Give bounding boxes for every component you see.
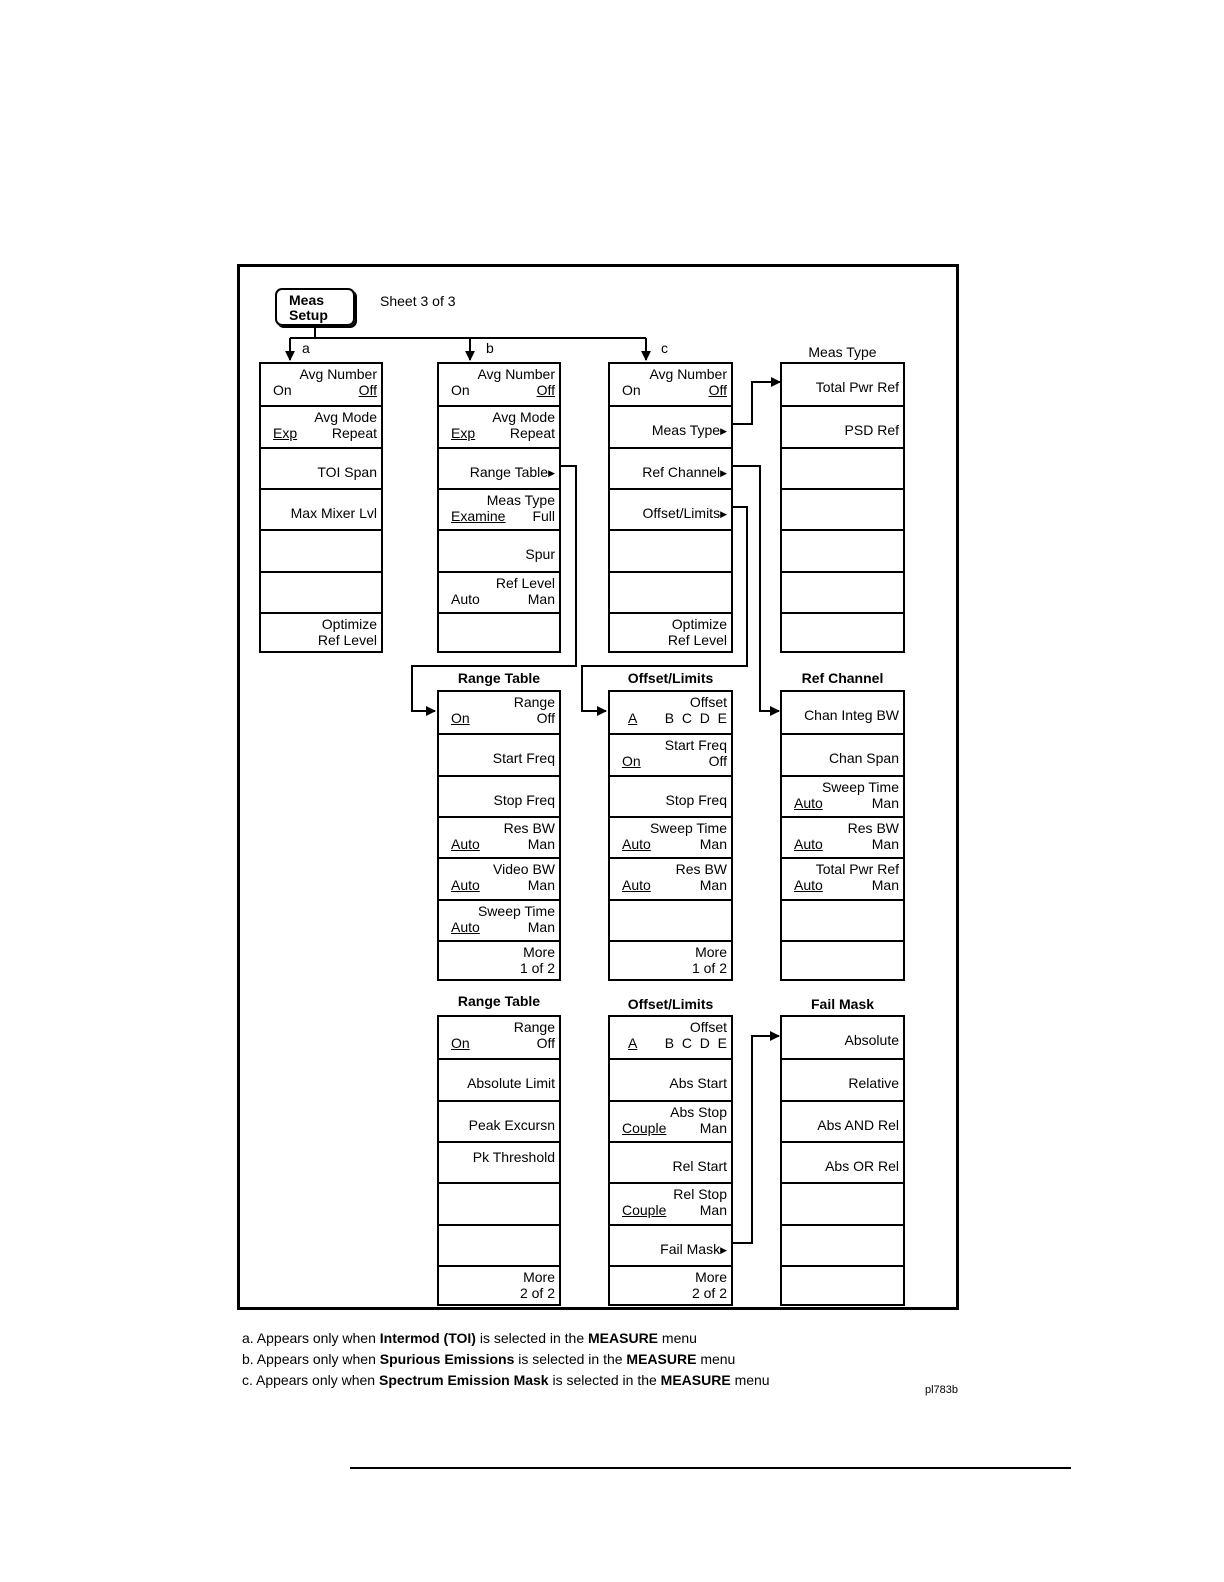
softkey[interactable] xyxy=(782,857,903,898)
branch-label-a: a xyxy=(302,340,310,356)
softkey-label: More xyxy=(523,943,555,960)
softkey-option-right: Man xyxy=(871,877,899,894)
softkey[interactable] xyxy=(610,488,731,529)
footnotes xyxy=(242,1328,770,1391)
softkey xyxy=(610,899,731,940)
footer-rule xyxy=(350,1467,1071,1469)
softkey xyxy=(782,488,903,529)
softkey-option-right: Man xyxy=(699,877,727,894)
softkey[interactable] xyxy=(261,405,381,446)
softkey-label: Range Table xyxy=(469,463,549,480)
softkey-label: TOI Span xyxy=(317,463,377,480)
softkey-option-left: Auto xyxy=(451,877,480,894)
softkey-label: 1 of 2 xyxy=(519,959,555,976)
softkey[interactable] xyxy=(610,1100,731,1141)
softkey[interactable] xyxy=(439,1100,559,1141)
wire-ref-channel xyxy=(733,466,779,711)
softkey xyxy=(782,1265,903,1306)
softkey[interactable] xyxy=(439,733,559,774)
softkey-option-left: Exp xyxy=(451,425,476,442)
softkey xyxy=(610,571,731,612)
softkey-label: Start Freq xyxy=(664,737,727,754)
softkey[interactable] xyxy=(782,1017,903,1058)
range-table-2-title: Range Table xyxy=(457,993,541,1009)
softkey-label: Meas Type xyxy=(486,491,555,508)
softkey xyxy=(782,1224,903,1265)
softkey-label: Total Pwr Ref xyxy=(815,861,899,878)
softkey-label: Stop Freq xyxy=(493,791,555,808)
softkey[interactable] xyxy=(610,857,731,898)
softkey-label: Max Mixer Lvl xyxy=(290,504,377,521)
softkey-label: Optimize xyxy=(671,615,727,632)
softkey-label: Rel Start xyxy=(672,1157,727,1174)
footnote-c: c. Appears only when Spectrum Emission Mask is selected in the MEASURE menu xyxy=(242,1372,770,1388)
submenu-arrow-icon: ▶ xyxy=(720,426,727,437)
wire-fail-mask xyxy=(733,1036,779,1243)
softkey xyxy=(261,529,381,570)
softkey-label: Res BW xyxy=(503,819,555,836)
sheet-label: Sheet 3 of 3 xyxy=(380,293,456,309)
softkey-option-right: Man xyxy=(527,835,555,852)
softkey-option-left: Auto xyxy=(794,835,823,852)
softkey-label: Meas Type xyxy=(651,422,721,439)
softkey[interactable] xyxy=(610,447,731,488)
softkey xyxy=(782,940,903,981)
softkey[interactable] xyxy=(439,816,559,857)
softkey-label: Fail Mask xyxy=(660,1240,721,1257)
softkey[interactable] xyxy=(610,1141,731,1182)
softkey-option-left: On xyxy=(622,382,641,398)
softkey-option-left: Auto xyxy=(794,794,823,811)
softkey-label: 1 of 2 xyxy=(691,959,727,976)
softkey[interactable] xyxy=(439,940,559,981)
softkey-label: More xyxy=(695,1268,727,1285)
softkey-option-right: Off xyxy=(536,382,555,398)
softkey[interactable] xyxy=(610,1224,731,1265)
softkey-label: Avg Mode xyxy=(314,409,377,426)
softkey-option-left: On xyxy=(273,382,292,398)
submenu-arrow-icon: ▶ xyxy=(548,467,555,478)
softkey-option-right: Off xyxy=(536,710,555,726)
footnote-a: a. Appears only when Intermod (TOI) is selected in the MEASURE menu xyxy=(242,1330,697,1346)
fail-mask-title: Fail Mask xyxy=(810,996,875,1012)
softkey[interactable] xyxy=(782,405,903,446)
hardkey-line-2: Setup xyxy=(289,307,328,323)
softkey-label: Avg Number xyxy=(649,366,727,382)
softkey xyxy=(610,529,731,570)
softkey-label: Abs Start xyxy=(669,1075,727,1092)
ref-channel-menu xyxy=(780,690,905,981)
softkey-label: Optimize xyxy=(321,615,377,632)
softkey-label: Video BW xyxy=(493,861,555,878)
softkey-label: Ref Level xyxy=(495,574,555,591)
fail-mask-menu xyxy=(780,1015,905,1306)
submenu-arrow-icon: ▶ xyxy=(720,1244,727,1255)
softkey[interactable] xyxy=(439,857,559,898)
softkey-option-right: Man xyxy=(527,590,555,607)
softkey-option-right: Repeat xyxy=(509,425,555,442)
softkey-option-left: Auto xyxy=(451,918,480,935)
softkey-option-left: On xyxy=(451,382,470,398)
softkey[interactable] xyxy=(782,1058,903,1099)
softkey[interactable] xyxy=(261,447,381,488)
softkey-option-left: Examine xyxy=(451,507,506,524)
col-c-menu xyxy=(608,362,733,653)
softkey[interactable] xyxy=(439,571,559,612)
softkey-label: Abs AND Rel xyxy=(817,1116,899,1133)
range-table-2-menu xyxy=(437,1015,561,1306)
softkey-option-right: Full xyxy=(532,507,555,524)
softkey[interactable] xyxy=(261,364,381,405)
softkey-label: Pk Threshold xyxy=(472,1148,555,1165)
softkey-option-left: Exp xyxy=(273,425,298,442)
softkey[interactable] xyxy=(782,692,903,733)
col-a-menu xyxy=(259,362,383,653)
softkey-option-left: A xyxy=(628,1035,638,1051)
softkey[interactable] xyxy=(261,612,381,653)
softkey[interactable] xyxy=(782,816,903,857)
wire-meas-type xyxy=(733,382,780,424)
col-b-menu xyxy=(437,362,561,653)
softkey-label: Offset xyxy=(689,1019,727,1035)
softkey-label: Ref Level xyxy=(667,631,727,648)
hardkey-line-1: Meas xyxy=(289,292,325,308)
softkey-label: Peak Excursn xyxy=(468,1116,555,1133)
softkey[interactable] xyxy=(439,488,559,529)
softkey-label: Spur xyxy=(525,546,555,563)
softkey-label: Avg Number xyxy=(477,366,555,382)
softkey[interactable] xyxy=(439,692,559,733)
offset-limits-1-title: Offset/Limits xyxy=(627,670,714,686)
softkey-option-right: Man xyxy=(871,794,899,811)
softkey-label: Res BW xyxy=(847,819,899,836)
softkey[interactable] xyxy=(439,1141,559,1182)
softkey-label: 2 of 2 xyxy=(519,1284,555,1301)
softkey-label: Start Freq xyxy=(492,750,555,767)
softkey-label: Offset/Limits xyxy=(642,504,721,521)
softkey-label: Sweep Time xyxy=(649,819,727,836)
softkey[interactable] xyxy=(610,364,731,405)
softkey-label: Offset xyxy=(689,694,727,710)
branch-label-c: c xyxy=(661,340,668,356)
softkey-option-right: Man xyxy=(699,835,727,852)
softkey xyxy=(782,529,903,570)
softkey-label: Chan Integ BW xyxy=(804,707,899,723)
softkey-label: Abs Stop xyxy=(670,1103,727,1120)
softkey-label: Abs OR Rel xyxy=(825,1157,899,1174)
offset-limits-2-menu xyxy=(608,1015,733,1306)
softkey-option-right: Man xyxy=(527,877,555,894)
softkey[interactable] xyxy=(439,529,559,570)
softkey-option-right: Man xyxy=(527,918,555,935)
softkey-option-left: Auto xyxy=(451,590,480,607)
softkey-label: More xyxy=(523,1268,555,1285)
softkey-label: Total Pwr Ref xyxy=(815,379,899,395)
softkey[interactable] xyxy=(439,899,559,940)
softkey xyxy=(439,1182,559,1223)
softkey[interactable] xyxy=(610,775,731,816)
softkey-label: Relative xyxy=(848,1075,899,1092)
submenu-arrow-icon: ▶ xyxy=(720,467,727,478)
softkey-label: Chan Span xyxy=(828,750,899,767)
softkey-label: Rel Stop xyxy=(673,1186,727,1203)
softkey xyxy=(782,612,903,653)
softkey-option-left: Auto xyxy=(622,877,651,894)
softkey-label: Avg Number xyxy=(299,366,377,382)
softkey-option-left: A xyxy=(628,710,638,726)
softkey[interactable] xyxy=(782,1100,903,1141)
meas-type-title: Meas Type xyxy=(808,344,877,360)
softkey-option-right: Off xyxy=(708,382,727,398)
softkey[interactable] xyxy=(439,1058,559,1099)
softkey-label: Ref Channel xyxy=(642,463,721,480)
softkey[interactable] xyxy=(610,1017,731,1058)
softkey-option-left: Auto xyxy=(622,835,651,852)
softkey-option-left: On xyxy=(622,753,641,770)
meas-type-menu xyxy=(780,362,905,653)
softkey xyxy=(261,571,381,612)
softkey-label: Absolute xyxy=(844,1032,899,1048)
softkey-label: Res BW xyxy=(675,861,727,878)
softkey[interactable] xyxy=(782,1141,903,1182)
softkey xyxy=(782,899,903,940)
softkey[interactable] xyxy=(610,816,731,857)
submenu-arrow-icon: ▶ xyxy=(720,508,727,519)
softkey-option-right: Man xyxy=(699,1119,727,1136)
ref-channel-title: Ref Channel xyxy=(801,670,884,686)
softkey-option-right: B C D E xyxy=(664,1035,727,1051)
figure-id: pl783b xyxy=(925,1384,959,1396)
branch-label-b: b xyxy=(486,340,494,356)
softkey-label: Stop Freq xyxy=(665,791,727,808)
softkey[interactable] xyxy=(610,940,731,981)
softkey-option-right: Man xyxy=(699,1202,727,1219)
softkey xyxy=(782,1182,903,1223)
softkey[interactable] xyxy=(610,405,731,446)
softkey-label: More xyxy=(695,943,727,960)
softkey-option-left: On xyxy=(451,1035,470,1051)
softkey[interactable] xyxy=(439,447,559,488)
softkey[interactable] xyxy=(439,405,559,446)
softkey-label: Ref Level xyxy=(317,631,377,648)
softkey-option-left: On xyxy=(451,710,470,726)
softkey[interactable] xyxy=(610,1265,731,1306)
softkey xyxy=(439,612,559,653)
footnote-b: b. Appears only when Spurious Emissions is selected in the MEASURE menu xyxy=(242,1351,736,1367)
offset-limits-2-title: Offset/Limits xyxy=(627,996,714,1012)
softkey xyxy=(782,571,903,612)
softkey xyxy=(439,1224,559,1265)
softkey-label: PSD Ref xyxy=(844,422,899,439)
softkey-option-left: Auto xyxy=(794,877,823,894)
softkey[interactable] xyxy=(439,1265,559,1306)
softkey-option-right: Off xyxy=(358,382,377,398)
softkey[interactable] xyxy=(261,488,381,529)
softkey-option-left: Couple xyxy=(622,1119,667,1136)
softkey[interactable] xyxy=(782,775,903,816)
softkey-option-right: B C D E xyxy=(664,710,727,726)
softkey-label: Avg Mode xyxy=(492,409,555,426)
softkey-option-left: Couple xyxy=(622,1202,667,1219)
softkey-option-right: Off xyxy=(708,753,727,770)
softkey-label: Sweep Time xyxy=(821,778,899,795)
softkey-label: 2 of 2 xyxy=(691,1284,727,1301)
offset-limits-1-menu xyxy=(608,690,733,981)
softkey-option-right: Repeat xyxy=(331,425,377,442)
softkey-option-right: Off xyxy=(536,1035,555,1051)
softkey[interactable] xyxy=(610,1058,731,1099)
range-table-1-menu xyxy=(437,690,561,981)
softkey xyxy=(782,447,903,488)
softkey[interactable] xyxy=(439,775,559,816)
softkey-option-left: Auto xyxy=(451,835,480,852)
softkey[interactable] xyxy=(610,692,731,733)
softkey[interactable] xyxy=(610,612,731,653)
softkey-label: Absolute Limit xyxy=(467,1075,555,1092)
softkey[interactable] xyxy=(439,364,559,405)
softkey[interactable] xyxy=(782,733,903,774)
softkey-label: Sweep Time xyxy=(477,902,555,919)
softkey[interactable] xyxy=(782,364,903,405)
softkey-label: Range xyxy=(513,1019,555,1035)
softkey[interactable] xyxy=(610,733,731,774)
softkey[interactable] xyxy=(439,1017,559,1058)
softkey[interactable] xyxy=(610,1182,731,1223)
softkey-option-right: Man xyxy=(871,835,899,852)
range-table-1-title: Range Table xyxy=(457,670,541,686)
softkey-label: Range xyxy=(513,694,555,710)
